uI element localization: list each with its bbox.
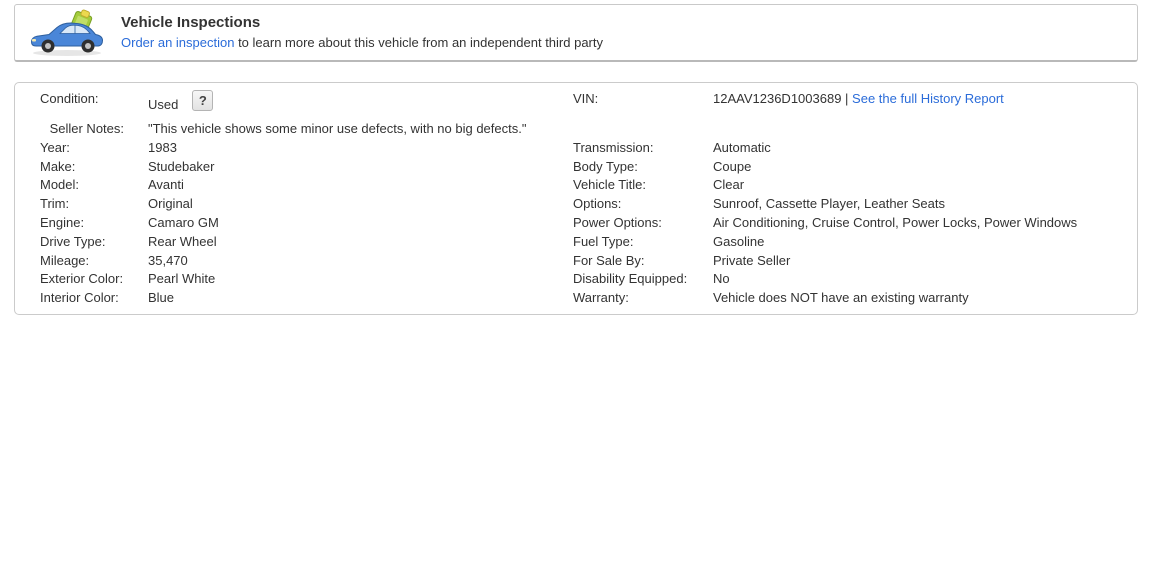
spec-label-right: Options: [573, 196, 622, 212]
vehicle-listing-page [0, 4, 1152, 561]
spec-label-right: Power Options: [573, 214, 662, 230]
spec-value-right: Private Seller [713, 252, 791, 268]
spec-row [40, 233, 1136, 252]
spec-row [40, 158, 1136, 177]
condition-value: Used [148, 97, 179, 113]
spec-label-right: Warranty: [573, 290, 629, 306]
vehicle-inspection-car-icon [28, 8, 106, 58]
vin-separator: | [841, 91, 853, 106]
spec-value-right: Vehicle does NOT have an existing warranty [713, 290, 969, 306]
spec-label-left: Interior Color: [40, 290, 119, 306]
spec-label-right: Fuel Type: [573, 233, 634, 249]
spec-label-left: Engine: [40, 214, 85, 230]
spec-label-left: Mileage: [40, 252, 90, 268]
inspection-subtitle [121, 35, 603, 51]
condition-help-button[interactable]: ? [192, 90, 213, 111]
spec-label-left: Make: [40, 158, 76, 174]
spec-value-left: Avanti [148, 177, 184, 193]
vehicle-specs-table [40, 90, 1136, 308]
spec-row [40, 195, 1136, 214]
vehicle-inspections-panel [14, 4, 1138, 62]
header-text-block [121, 14, 603, 51]
history-report-link[interactable]: See the full History Report [852, 91, 1004, 106]
order-inspection-link[interactable]: Order an inspection [121, 35, 235, 50]
vin-label: VIN: [573, 91, 599, 106]
spec-label-right: Disability Equipped: [573, 271, 688, 287]
spec-row [40, 252, 1136, 271]
vin-value: 12AAV1236D1003689 [713, 91, 842, 106]
spec-row [40, 139, 1136, 158]
spec-value-right: Automatic [713, 139, 771, 155]
spec-row [40, 289, 1136, 308]
spec-label-right: Body Type: [573, 158, 638, 174]
vin-value-cell [713, 90, 1136, 120]
spec-value-left: 35,470 [148, 252, 188, 268]
specs-rows [40, 139, 1136, 308]
spec-value-right: Coupe [713, 158, 752, 174]
spec-label-right: Vehicle Title: [573, 177, 646, 193]
spec-row [40, 270, 1136, 289]
spec-value-left: Blue [148, 290, 175, 306]
vehicle-details-panel [14, 82, 1138, 315]
condition-label: Condition: [40, 91, 99, 106]
spec-label-left: Drive Type: [40, 233, 106, 249]
spec-label-left: Year: [40, 139, 70, 155]
condition-value-cell [148, 90, 573, 120]
spec-value-left: Camaro GM [148, 214, 219, 230]
spec-label-left: Trim: [40, 196, 70, 212]
spec-label-right: Transmission: [573, 139, 654, 155]
spec-row-condition [40, 90, 1136, 120]
inspection-subtitle-text: to learn more about this vehicle from an independent third party [234, 35, 603, 50]
spec-value-left: 1983 [148, 139, 177, 155]
spec-row [40, 176, 1136, 195]
spec-label-left: Model: [40, 177, 80, 193]
vehicle-inspections-title: Vehicle Inspections [121, 14, 261, 31]
spec-value-left: Pearl White [148, 271, 216, 287]
spec-value-right: Air Conditioning, Cruise Control, Power Locks, Power Windows [713, 214, 1078, 230]
seller-notes-value: "This vehicle shows some minor use defects, with no big defects." [148, 121, 527, 136]
spec-value-left: Studebaker [148, 158, 215, 174]
spec-value-left: Rear Wheel [148, 233, 217, 249]
spec-label-right: For Sale By: [573, 252, 645, 268]
spec-row-seller-notes [40, 120, 1136, 139]
spec-value-left: Original [148, 196, 193, 212]
spec-value-right: Sunroof, Cassette Player, Leather Seats [713, 196, 945, 212]
spec-value-right: Gasoline [713, 233, 765, 249]
spec-value-right: Clear [713, 177, 745, 193]
spec-label-left: Exterior Color: [40, 271, 124, 287]
spec-value-right: No [713, 271, 730, 287]
spec-row [40, 214, 1136, 233]
seller-notes-label: Seller Notes: [49, 121, 124, 136]
specs-static-rows [40, 90, 1136, 139]
